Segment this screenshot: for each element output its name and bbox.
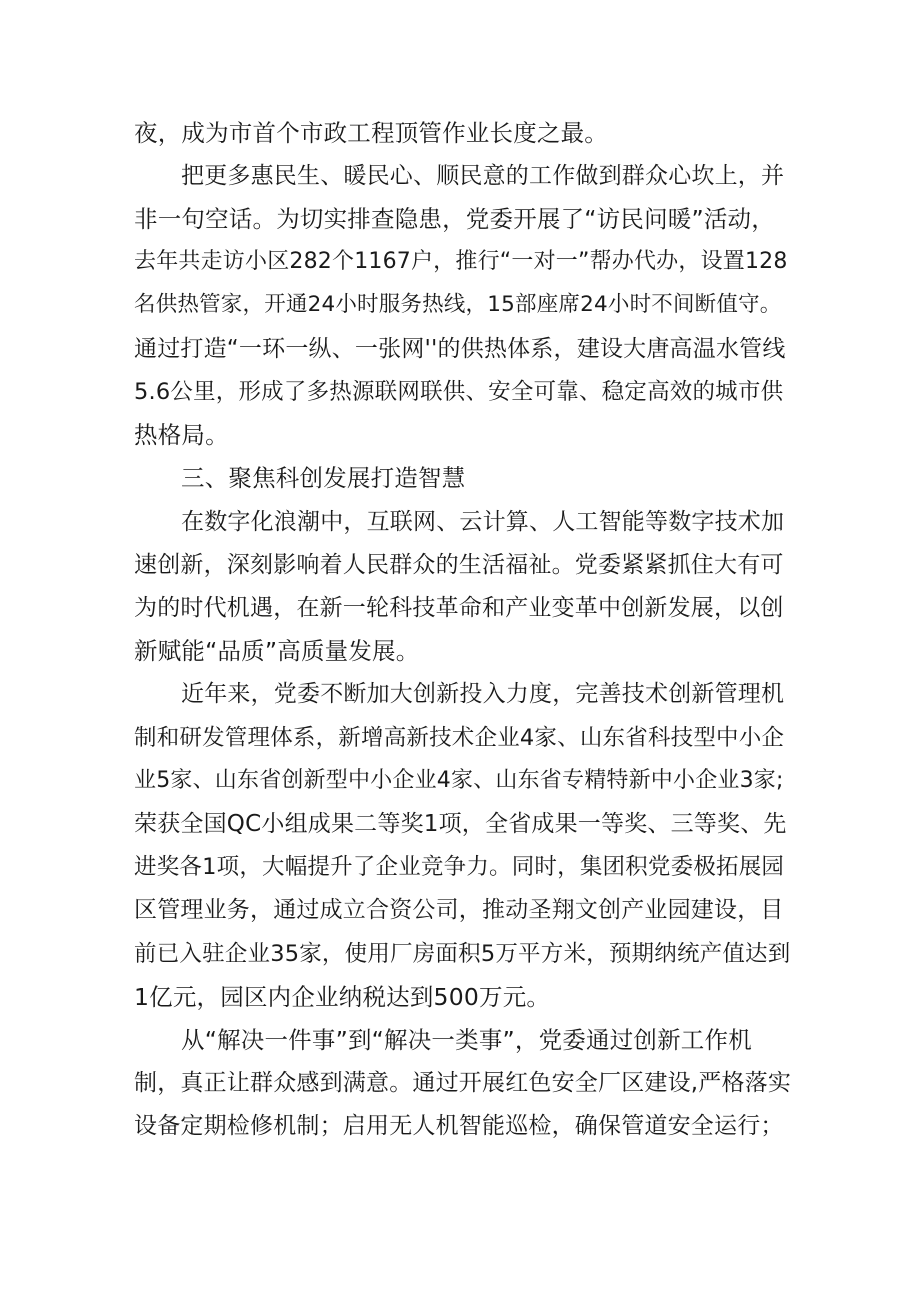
text-line: 非一句空话。为切实排查隐患，党委开展了“访民问暖”活动， — [134, 205, 775, 233]
text-line: 去年共走访小区282个1167户，推行“一对一”帮办代办，设置128 — [134, 249, 788, 274]
paragraph-start: 近年来，党委不断加大创新投入力度，完善技术创新管理机 — [181, 681, 785, 707]
text-line: 新赋能“品质”高质量发展。 — [134, 637, 420, 665]
text-line: 名供热管家，开通24小时服务热线，15部座席24小时不间断值守。 — [134, 292, 782, 317]
text-line: 为的时代机遇，在新一轮科技革命和产业变革中创新发展，以创 — [134, 595, 784, 621]
text-line: 进奖各1项，大幅提升了企业竞争力。同时，集团积党委极拓展园 — [134, 854, 785, 880]
text-line: 通过打造“一环一纵、一张网''的供热体系，建设大唐高温水管线 — [134, 336, 786, 362]
text-line: 5.6公里，形成了多热源联网联供、安全可靠、稳定高效的城市供 — [134, 379, 784, 405]
text-line: 制，真正让群众感到满意。通过开展红色安全厂区建设,严格落实 — [134, 1070, 792, 1096]
text-line: 1亿元，园区内企业纳税达到500万元。 — [134, 983, 551, 1011]
text-line: 热格局。 — [134, 421, 229, 449]
text-line: 业5家、山东省创新型中小企业4家、山东省专精特新中小企业3家; — [134, 768, 784, 793]
text-line: 荣获全国QC小组成果二等奖1项，全省成果一等奖、三等奖、先 — [134, 811, 787, 837]
paragraph-start: 从“解决一件事”到“解决一类事”，党委通过创新工作机 — [181, 1026, 752, 1054]
text-line: 设备定期检修机制；启用无人机智能巡检，确保管道安全运行； — [134, 1113, 784, 1139]
text-line: 夜，成为市首个市政工程顶管作业长度之最。 — [134, 119, 608, 147]
section-heading: 三、聚焦科创发展打造智慧 — [181, 464, 466, 492]
paragraph-start: 把更多惠民生、暖民心、顺民意的工作做到群众心坎上，并 — [181, 163, 785, 189]
text-line: 制和研发管理体系，新增高新技术企业4家、山东省科技型中小企 — [134, 725, 785, 751]
text-line: 速创新，深刻影响着人民群众的生活福祉。党委紧紧抓住大有可 — [134, 552, 784, 578]
text-line: 区管理业务，通过成立合资公司，推动圣翔文创产业园建设，目 — [134, 897, 784, 923]
text-line: 前已入驻企业35家，使用厂房面积5万平方米，预期纳统产值达到 — [134, 941, 791, 967]
paragraph-start: 在数字化浪潮中，互联网、云计算、人工智能等数字技术加 — [181, 509, 785, 535]
